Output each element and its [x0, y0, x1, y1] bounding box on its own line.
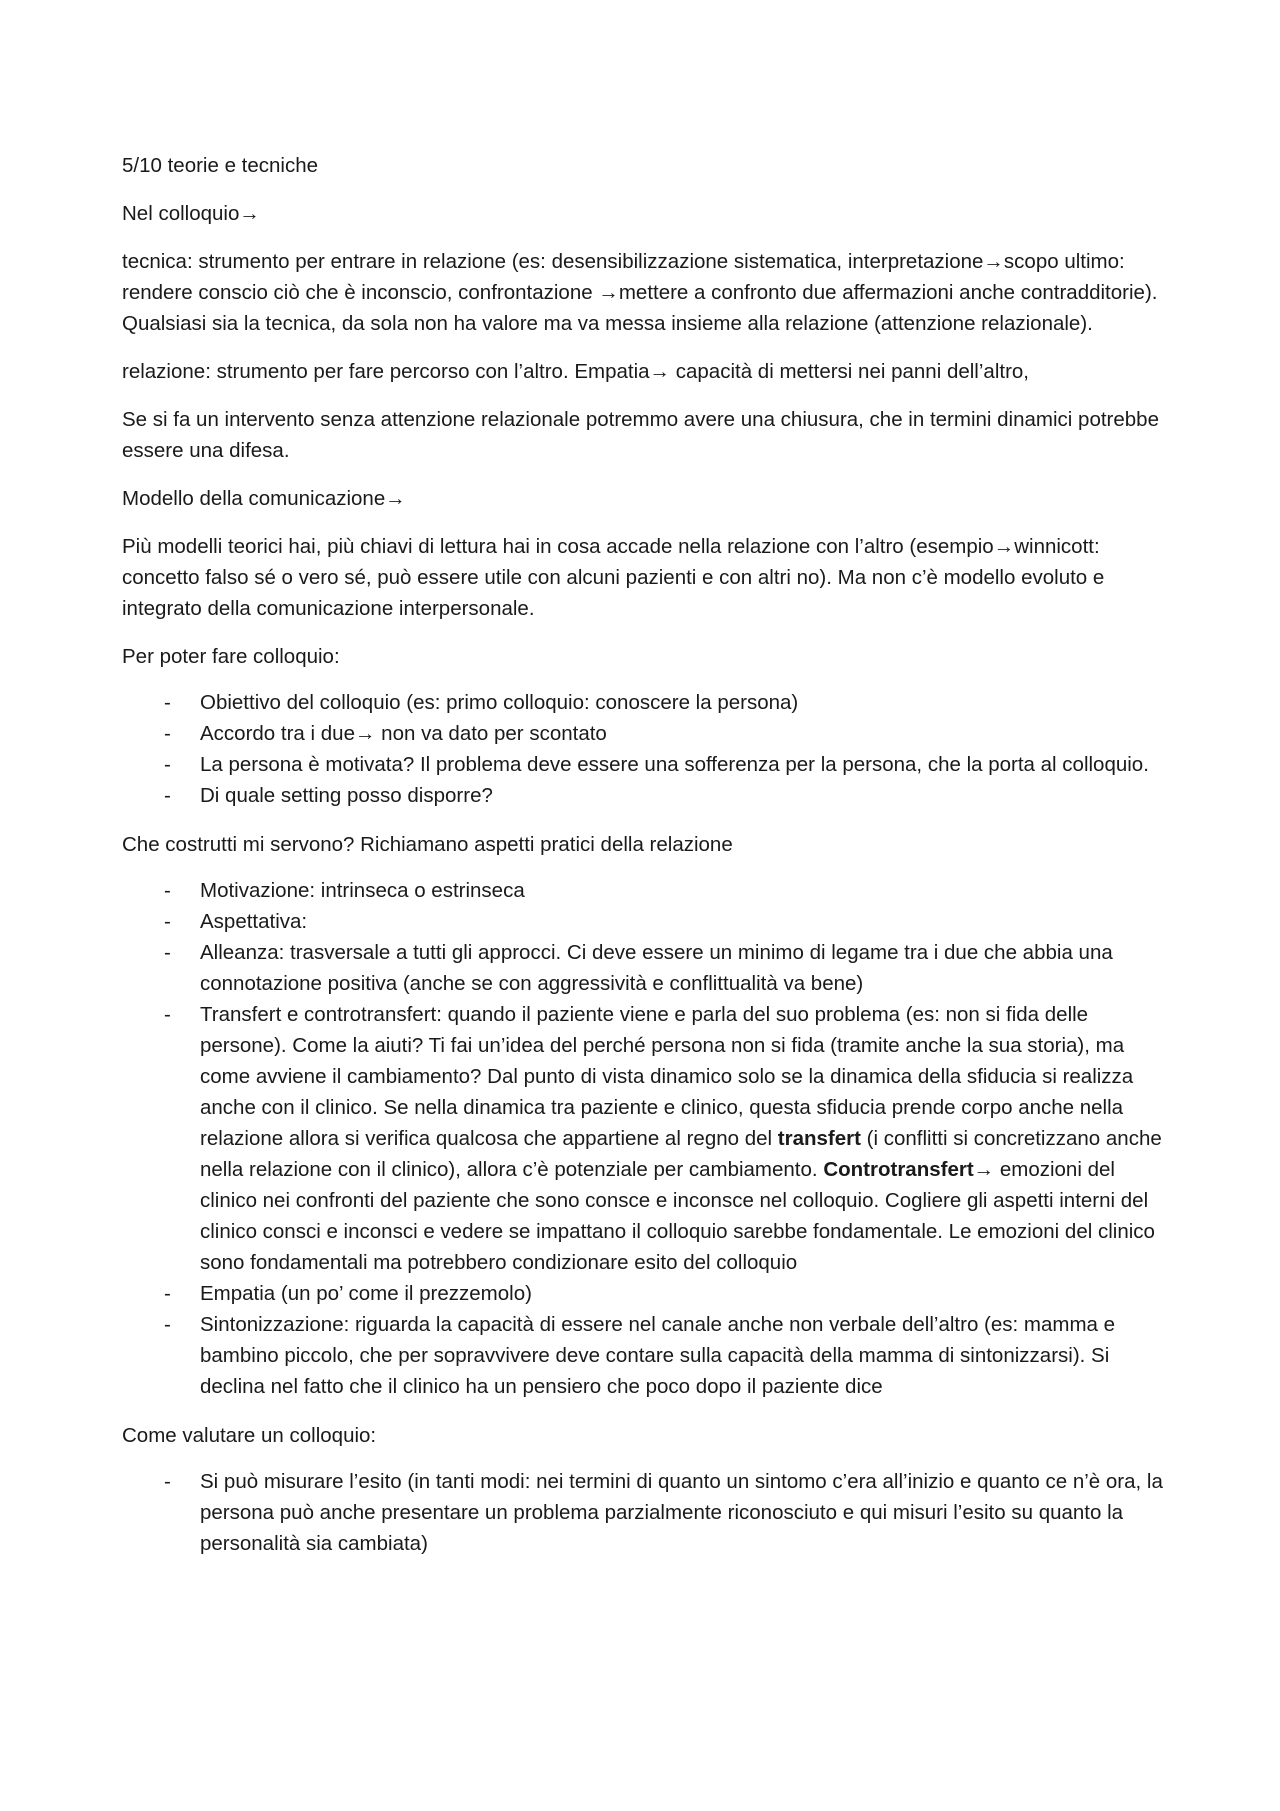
list-item-transfert: - Transfert e controtransfert: quando il paziente viene e parla del suo problema (es: non si fida delle persone). Come la aiuti? Ti fai un’idea del perché persona non si fida (tramite anche la sua storia), ma come avviene il cambiamento? Dal punto di vista dinamico solo se la dinamica della sfiducia si realizza anche con il clinico. Se nella dinamica tra paziente e clinico, questa sfiducia prende corpo anche nella relazione allora si verifica qualcosa che appartiene al regno del transfert (i conflitti si concretizzano anche nella relazione con il clinico), allora c’è potenziale per cambiamento. Controtransfert→ emozioni del clinico nei confronti del paziente che sono consce e inconsce nel colloquio. Cogliere gli aspetti interni del clinico consci e inconsci e vedere se impattano il colloquio sarebbe fondamentale. Le emozioni del clinico sono fondamentali ma potrebbero condizionare esito del colloquio	[122, 999, 1172, 1278]
dash-bullet: -	[164, 910, 171, 933]
list-item: - Si può misurare l’esito (in tanti modi: nei termini di quanto un sintomo c’era all’inizio e quanto ce n’è ora, la persona può anche presentare un problema parzialmente riconosciuto e qui misuri l’esito su quanto la personalità sia cambiata)	[122, 1466, 1172, 1559]
heading-poter: Per poter fare colloquio:	[122, 645, 340, 668]
list-valutare	[122, 1466, 1172, 1559]
list-item: - La persona è motivata? Il problema deve essere una sofferenza per la persona, che la porta al colloquio.	[122, 749, 1172, 780]
paragraph-relazione: relazione: strumento per fare percorso con l’altro. Empatia→ capacità di mettersi nei panni dell’altro,	[122, 360, 1029, 383]
term-controtransfert: Controtransfert	[823, 1158, 974, 1181]
list-item: - Alleanza: trasversale a tutti gli approcci. Ci deve essere un minimo di legame tra i due che abbia una connotazione positiva (anche se con aggressività e conflittualità va bene)	[122, 937, 1172, 999]
paragraph-intervento: Se si fa un intervento senza attenzione relazionale potremmo avere una chiusura, che in termini dinamici potrebbe essere una difesa.	[122, 408, 1159, 462]
list-item: - Sintonizzazione: riguarda la capacità di essere nel canale anche non verbale dell’altro (es: mamma e bambino piccolo, che per sopravvivere deve contare sulla capacità della mamma di sintonizzarsi). Si declina nel fatto che il clinico ha un pensiero che poco dopo il paziente dice	[122, 1309, 1172, 1402]
list-item: - Accordo tra i due→ non va dato per scontato	[122, 718, 1172, 749]
dash-bullet: -	[164, 1313, 171, 1336]
list-item: - Di quale setting posso disporre?	[122, 780, 1172, 811]
term-transfert: transfert	[777, 1127, 861, 1150]
paragraph-tecnica: tecnica: strumento per entrare in relazione (es: desensibilizzazione sistematica, interpretazione→scopo ultimo: rendere conscio ciò che è inconscio, confrontazione →mettere a confronto due affermazioni anche contradditorie). Qualsiasi sia la tecnica, da sola non ha valore ma va messa insieme alla relazione (attenzione relazionale).	[122, 250, 1158, 335]
list-costrutti	[122, 875, 1172, 1402]
dash-bullet: -	[164, 784, 171, 807]
heading-modello: Modello della comunicazione→	[122, 487, 406, 510]
list-item: - Empatia (un po’ come il prezzemolo)	[122, 1278, 1172, 1309]
dash-bullet: -	[164, 1003, 171, 1026]
paragraph-modelli: Più modelli teorici hai, più chiavi di lettura hai in cosa accade nella relazione con l’altro (esempio→winnicott: concetto falso sé o vero sé, può essere utile con alcuni pazienti e con altri no). Ma non c’è modello evoluto e integrato della comunicazione interpersonale.	[122, 535, 1105, 620]
dash-bullet: -	[164, 722, 171, 745]
document-page	[122, 150, 1172, 1577]
page-title: 5/10 teorie e tecniche	[122, 154, 319, 177]
dash-bullet: -	[164, 941, 171, 964]
heading-costrutti: Che costrutti mi servono? Richiamano aspetti pratici della relazione	[122, 833, 733, 856]
dash-bullet: -	[164, 753, 171, 776]
list-item: - Motivazione: intrinseca o estrinseca	[122, 875, 1172, 906]
dash-bullet: -	[164, 1282, 171, 1305]
list-item: - Obiettivo del colloquio (es: primo colloquio: conoscere la persona)	[122, 687, 1172, 718]
list-item: - Aspettativa:	[122, 906, 1172, 937]
dash-bullet: -	[164, 691, 171, 714]
dash-bullet: -	[164, 879, 171, 902]
list-poter	[122, 687, 1172, 811]
dash-bullet: -	[164, 1470, 171, 1493]
heading-valutare: Come valutare un colloquio:	[122, 1424, 377, 1447]
heading-colloquio: Nel colloquio→	[122, 202, 260, 225]
